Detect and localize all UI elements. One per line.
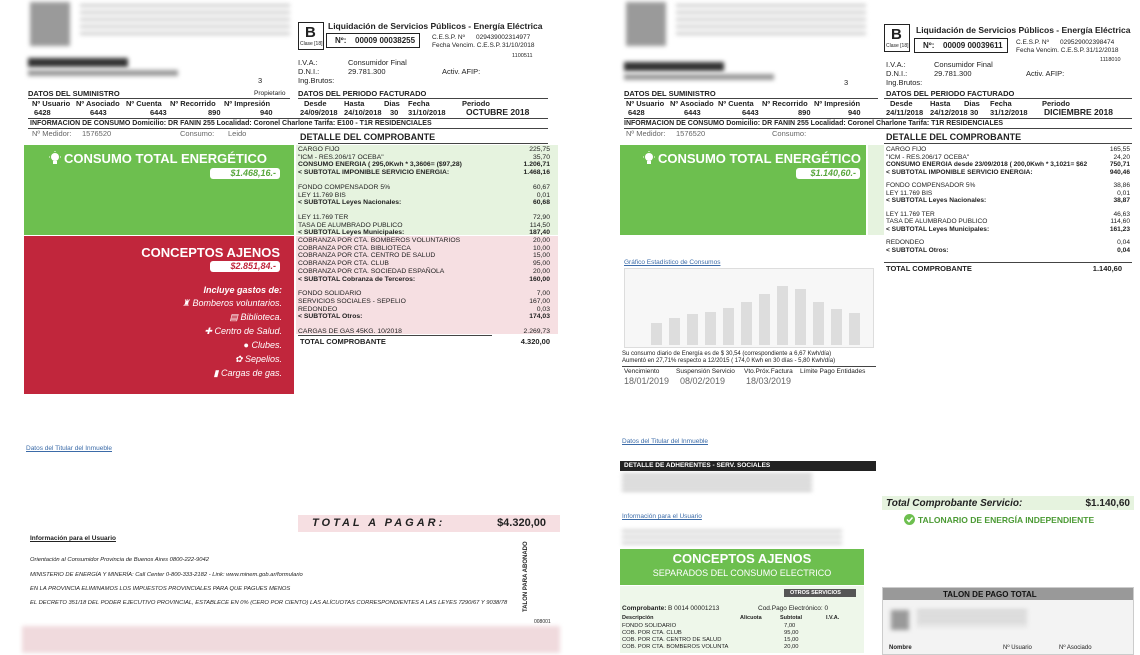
iva-label: I.V.A.:: [298, 58, 318, 67]
detail-row-label: < SUBTOTAL Cobranza de Terceros:: [298, 275, 416, 283]
total-to-pay-value: $4.320,00: [497, 517, 546, 529]
iva-value: Consumidor Final: [348, 58, 407, 67]
detail-row-value: 940,46: [1109, 168, 1130, 176]
dni-label: D.N.I.:: [886, 69, 908, 78]
period-header-0: Desde: [304, 99, 327, 108]
number-box: [914, 38, 1008, 53]
detail-row-value: 1.468,16: [523, 169, 550, 177]
bill-number: 00009 00038255: [355, 36, 416, 45]
total-comprobante-label: TOTAL COMPROBANTE: [300, 337, 386, 346]
ball-icon: ●: [243, 340, 252, 350]
number-label: Nº:: [923, 41, 935, 50]
detail-row-label: < SUBTOTAL Leyes Nacionales:: [298, 199, 402, 207]
period-header-4: Periodo: [1042, 99, 1070, 108]
supply-header-3: Nº Recorrido: [170, 99, 216, 108]
service-total-label: Total Comprobante Servicio:: [886, 498, 1023, 509]
supply-value-0: 6428: [34, 108, 51, 117]
doc-class: Clase [18]: [886, 43, 909, 49]
detail-row-label: COBRANZA POR CTA. BOMBEROS VOLUNTARIOS: [298, 237, 461, 244]
consumption-title: CONSUMO TOTAL ENERGÉTICO: [658, 151, 861, 166]
expense-label: Sepelios.: [244, 354, 282, 364]
daily-consumption-line: Su consumo diario de Energía es de $ 30,54 (correspondiente a 6,67 Kwh/día): [622, 351, 832, 357]
period-value-0: 24/09/2018: [300, 108, 338, 117]
ingbrutos-label: Ing.Brutos:: [298, 76, 335, 85]
detail-row-label: "ICM - RES.206/17 OCEBA": [886, 153, 970, 161]
payment-stub-text: [917, 610, 1027, 626]
detail-row-value: 161,23: [1109, 225, 1130, 233]
expense-library: [229, 312, 282, 323]
check-circle-icon: [904, 514, 915, 525]
detail-row-value: 46,63: [1113, 210, 1130, 218]
total-comprobante-rule: [298, 335, 492, 336]
consumption-amount: $1.468,16.-: [210, 168, 280, 179]
table-row-label: COB. POR CTA. CENTRO DE SALUD: [622, 637, 722, 643]
table-row-value: 15,00: [784, 637, 799, 643]
company-header: [676, 4, 866, 38]
supply-value-2: 6443: [742, 108, 759, 117]
payment-stub-user: Nº Usuario: [1003, 645, 1032, 651]
service-total-bar: [882, 496, 1134, 510]
period-value-3: 31/12/2018: [990, 108, 1028, 117]
client-name: RODRIGUEZ ALBERTO: [624, 61, 724, 71]
company-logo: [30, 2, 70, 46]
external-concepts-title: CONCEPTOS AJENOS: [141, 245, 280, 260]
total-comprobante-label: TOTAL COMPROBANTE: [886, 264, 972, 273]
external-concepts-subtitle: SEPARADOS DEL CONSUMO ELECTRICO: [652, 568, 832, 578]
period-header-1: Hasta: [930, 99, 951, 108]
doc-letter: B: [891, 26, 902, 43]
detail-row-value: 15,00: [532, 252, 550, 260]
detail-row-value: 160,00: [529, 275, 550, 283]
external-concepts-table: [620, 586, 864, 653]
detail-row-label: < SUBTOTAL Otros:: [886, 246, 949, 254]
venc-label: Fecha Vencim. C.E.S.P.: [1016, 47, 1085, 54]
detail-title: DETALLE DEL COMPROBANTE: [300, 132, 436, 142]
consumption-amount: $1.140,60.-: [796, 168, 860, 179]
afip-label: Activ. AFIP:: [1026, 69, 1065, 78]
payment-stub: [882, 587, 1134, 655]
period-header-1: Hasta: [344, 99, 365, 108]
detail-row-value: 167,00: [529, 297, 550, 305]
detail-row-label: COBRANZA POR CTA. SOCIEDAD ESPAÑOLA: [298, 267, 445, 275]
meter-value: 1576520: [82, 129, 112, 138]
independent-energy-label: TALONARIO DE ENERGÍA INDEPENDIENTE: [918, 515, 1095, 525]
period-header-0: Desde: [890, 99, 913, 108]
payment-stub-associate: Nº Asociado: [1059, 645, 1092, 651]
expense-clubs: [244, 340, 282, 350]
meter-label: Nº Medidor:: [32, 129, 72, 138]
includes-label: Incluye gastos de:: [203, 285, 282, 295]
other-services-bar: [784, 589, 856, 597]
meter-label: Nº Medidor:: [626, 129, 666, 138]
supply-role: Propietario: [254, 90, 286, 97]
period-value-4: DICIEMBRE 2018: [1044, 107, 1113, 117]
detail-row-label: SERVICIOS SOCIALES - SEPELIO: [298, 297, 406, 305]
detail-row-label: CARGO FIJO: [298, 146, 340, 153]
payment-stub-header: [883, 588, 1133, 600]
detail-row-label: REDONDEO: [886, 239, 925, 246]
venc-value-0: 18/01/2019: [624, 376, 670, 386]
supply-value-1: 6443: [90, 108, 107, 117]
supply-header-2: Nº Cuenta: [718, 99, 754, 108]
table-row-label: COB. POR CTA. CLUB: [622, 630, 682, 636]
expense-firefighters: [182, 298, 282, 309]
chart-bar: [669, 318, 680, 345]
venc-value-1: 08/02/2019: [680, 376, 726, 386]
chart-bar: [705, 312, 716, 345]
detail-row-value: 20,00: [532, 267, 550, 275]
detail-row-value: 38,86: [1113, 182, 1130, 189]
payment-code: Cod.Pago Electrónico: 0: [758, 605, 829, 612]
total-comprobante-value: 1.140,60: [1092, 264, 1122, 273]
detail-row-label: < SUBTOTAL Leyes Nacionales:: [886, 197, 987, 204]
hospital-icon: ✚: [204, 326, 215, 336]
expense-health: [204, 326, 282, 337]
chart-bar: [831, 309, 842, 345]
detail-row-label: LEY 11.769 BIS: [886, 189, 933, 197]
client-number: 3: [258, 76, 263, 85]
consumo-label: Consumo:: [180, 129, 215, 138]
detail-row-value: 0,04: [1117, 239, 1130, 246]
external-concepts-header: [620, 549, 864, 585]
supply-header-0: Nº Usuario: [626, 99, 665, 108]
dni-value: 29.781.300: [348, 67, 386, 76]
doc-title: Liquidación de Servicios Públicos - Energía Eléctrica: [328, 21, 543, 31]
period-value-4: OCTUBRE 2018: [466, 107, 530, 117]
detail-row-value: 0,01: [536, 191, 550, 199]
detail-row-label: < SUBTOTAL IMPONIBLE SERVICIO ENERGIA:: [298, 169, 450, 177]
detail-row-label: LEY 11.769 TER: [886, 210, 935, 218]
owner-data-label: Datos del Titular del Inmueble: [622, 438, 708, 445]
chart-bar: [687, 314, 698, 345]
bill-code: 1118010: [1100, 57, 1121, 63]
period-value-1: 24/12/2018: [930, 108, 968, 117]
supply-value-4: 940: [260, 108, 273, 117]
consumption-info-line: INFORMACION DE CONSUMO Domicilio: DR FANIN 255 Localidad: Coronel Charlone Tarifa: E100 - T1R RESIDENCIALES: [30, 120, 432, 127]
afip-label: Activ. AFIP:: [442, 67, 481, 76]
table-header-1: Alicuota: [740, 615, 762, 621]
supply-value-2: 6443: [150, 108, 167, 117]
table-header-2: Subtotal: [780, 615, 802, 621]
detail-row-label: < SUBTOTAL Leyes Municipales:: [886, 225, 990, 233]
table-row-label: FONDO SOLIDARIO: [622, 623, 677, 629]
voucher-value: B 0014 00001213: [668, 605, 720, 612]
detail-row-label: < SUBTOTAL Leyes Municipales:: [298, 229, 405, 237]
period-value-2: 30: [970, 108, 979, 117]
period-header-4: Periodo: [462, 99, 490, 108]
period-value-0: 24/11/2018: [886, 108, 924, 117]
detail-row-label: TASA DE ALUMBRADO PUBLICO: [886, 218, 988, 225]
detail-row-value: 20,00: [532, 237, 550, 244]
venc-header-1: Suspensión Servicio: [676, 368, 735, 375]
expense-label: Biblioteca.: [240, 312, 282, 322]
user-info-title: Información para el Usuario: [622, 513, 702, 520]
venc-value-2: 18/03/2019: [746, 376, 792, 386]
doc-type-box: [884, 24, 910, 52]
chart-bar: [723, 308, 734, 345]
chart-title: Gráfico Estadístico de Consumos: [624, 259, 721, 266]
supply-header-4: Nº Impresión: [224, 99, 271, 108]
table-row-value: 7,00: [784, 623, 796, 629]
supply-value-3: 890: [798, 108, 811, 117]
user-info-lines: [622, 530, 842, 546]
detail-row-value: 2.269,73: [523, 328, 550, 335]
detail-row-value: 165,55: [1109, 146, 1130, 153]
adherents-title: DETALLE DE ADHERENTES - SERV. SOCIALES: [624, 462, 771, 469]
detail-title: DETALLE DEL COMPROBANTE: [886, 132, 1022, 142]
expense-funeral: [235, 354, 282, 365]
detail-row-value: 35,70: [532, 153, 550, 161]
iva-value: Consumidor Final: [934, 60, 993, 69]
detail-row-value: 750,71: [1109, 161, 1130, 168]
flower-icon: ✿: [234, 354, 245, 364]
bill-code: 1100511: [512, 53, 533, 59]
number-box: [326, 33, 420, 48]
detail-row-label: CARGAS DE GAS 45KG. 10/2018: [298, 328, 402, 335]
detail-row-value: 24,20: [1113, 153, 1130, 161]
table-row-label: COB. POR CTA. BOMBEROS VOLUNTA: [622, 644, 729, 650]
expense-label: Cargas de gas.: [220, 368, 282, 378]
user-info-line-3: EL DECRETO 351/18 DEL PODER EJECUTIVO PROVINCIAL, ESTABLECE EN 0% (CERO POR CIENTO) LAS ALÍCUOTAS CORRESPONDIENTES A LAS LEYES 7290/67 Y 9038/78: [30, 600, 508, 606]
expense-label: Clubes.: [251, 340, 282, 350]
venc-header-2: Vto.Próx.Factura: [744, 368, 793, 375]
bill-december: [618, 0, 1136, 653]
chart-bar: [849, 313, 860, 345]
meter-value: 1576520: [676, 129, 706, 138]
user-info-line-2: EN LA PROVINCIA ELIMINAMOS LOS IMPUESTOS PROVINCIALES PARA QUE PAGUES MENOS: [30, 586, 291, 592]
consumption-panel: [24, 145, 294, 235]
period-header-3: Fecha: [408, 99, 430, 108]
venc-header-3: Límite Pago Entidades: [800, 368, 866, 375]
detail-row-value: 174,03: [529, 313, 550, 321]
detail-row-value: 0,04: [1117, 246, 1130, 254]
payment-stub-logo: [891, 610, 909, 630]
consumption-info-line: INFORMACION DE CONSUMO Domicilio: DR FANIN 255 Localidad: Coronel Charlone Tarifa: T1R RESIDENCIALES: [624, 120, 1004, 127]
expense-gas: [214, 368, 283, 379]
total-to-pay-label: TOTAL A PAGAR:: [312, 517, 446, 529]
detail-row-label: COBRANZA POR CTA. CENTRO DE SALUD: [298, 252, 436, 260]
table-header-0: Descripción: [622, 615, 654, 621]
external-concepts-title: CONCEPTOS AJENOS: [672, 551, 812, 566]
detail-row-label: CONSUMO ENERGIA ( 295,0Kwh * 3,3606= ($97,28): [298, 161, 462, 169]
detail-row-label: FONDO SOLIDARIO: [298, 290, 362, 298]
bill-october: [22, 0, 562, 653]
supply-header-1: Nº Asociado: [670, 99, 714, 108]
supply-header-3: Nº Recorrido: [762, 99, 808, 108]
detail-row-label: LEY 11.769 TER: [298, 213, 349, 221]
detail-row-value: 114,60: [1110, 218, 1130, 225]
user-info-title: Información para el Usuario: [30, 535, 116, 542]
client-address: [624, 74, 774, 80]
supply-header-0: Nº Usuario: [32, 99, 71, 108]
increase-line: Aumentó en 27,71% respecto a 12/2015 ( 174,0 Kwh en 30 días - 5,80 Kwh/día): [622, 358, 836, 364]
voucher-label: Comprobante:: [622, 605, 667, 612]
table-row-value: 95,00: [784, 630, 799, 636]
detail-row-label: < SUBTOTAL Otros:: [298, 313, 363, 321]
chart-bar: [813, 302, 824, 345]
total-comprobante-rule: [884, 262, 1132, 263]
chart-bar: [759, 294, 770, 345]
external-concepts-amount: $2.851,84.-: [210, 261, 280, 272]
cesp-label: C.E.S.P. Nº: [432, 34, 465, 41]
payment-stub-title: TALON DE PAGO TOTAL: [943, 590, 1037, 599]
detail-row-value: 225,75: [529, 146, 550, 153]
detail-row-value: 114,50: [529, 221, 550, 229]
cesp-label: C.E.S.P. Nº: [1016, 39, 1049, 46]
venc-header-0: Vencimiento: [624, 368, 660, 375]
supply-header-1: Nº Asociado: [76, 99, 120, 108]
doc-letter: B: [305, 24, 316, 41]
detail-row-label: COBRANZA POR CTA. CLUB: [298, 260, 389, 268]
expense-label: Centro de Salud.: [214, 326, 282, 336]
detail-row-label: TASA DE ALUMBRADO PUBLICO: [298, 221, 403, 229]
detail-row-value: 1.206,71: [523, 161, 550, 169]
chart-bar: [741, 302, 752, 345]
venc-value: 31/12/2018: [1086, 47, 1119, 54]
period-value-2: 30: [390, 108, 399, 117]
supply-value-1: 6443: [684, 108, 701, 117]
detail-row-value: 60,67: [532, 183, 550, 191]
adherents-rows: [622, 474, 812, 492]
total-comprobante-value: 4.320,00: [520, 337, 550, 346]
table-row-value: 20,00: [784, 644, 799, 650]
detail-green-area: [868, 145, 884, 235]
consumo-label: Consumo:: [772, 129, 807, 138]
number-label: Nº:: [335, 36, 347, 45]
detail-row-label: FONDO COMPENSADOR 5%: [886, 182, 976, 189]
period-title: DATOS DEL PERIODO FACTURADO: [298, 89, 427, 98]
user-info-line-1: MINISTERIO DE ENERGÍA Y MINERÍA: Call Center 0-800-333-2182 - Link: www.minem.gob.ar/formulario: [30, 572, 303, 578]
ingbrutos-label: Ing.Brutos:: [886, 78, 923, 87]
period-header-2: Dias: [384, 99, 400, 108]
venc-value: 31/10/2018: [502, 42, 535, 49]
adherents-bar: [620, 461, 876, 471]
consumo-value: Leido: [228, 129, 247, 138]
detail-row-value: 60,68: [532, 199, 550, 207]
bill-number: 00009 00039611: [943, 41, 1003, 50]
detail-row-label: CONSUMO ENERGIA desde 23/09/2018 ( 200,0Kwh * 3,1021= $62: [886, 161, 1088, 168]
detail-row-value: 0,01: [1117, 189, 1130, 197]
cesp-value: 029529002398474: [1060, 39, 1115, 46]
detail-row-value: 72,90: [532, 213, 550, 221]
period-value-1: 24/10/2018: [344, 108, 382, 117]
detail-row-label: LEY 11.769 BIS: [298, 191, 346, 199]
detail-row-label: CARGO FIJO: [886, 146, 927, 153]
bottom-blurred-stub: [22, 626, 560, 653]
lightbulb-icon: [642, 151, 656, 167]
chart-bar: [795, 289, 806, 345]
expense-label: Bomberos voluntarios.: [192, 298, 282, 308]
table-header-3: I.V.A.: [826, 615, 840, 621]
detail-row-value: 7,00: [536, 290, 550, 298]
supply-title: DATOS DEL SUMINISTRO: [624, 89, 716, 98]
dni-value: 29.781.300: [934, 69, 972, 78]
service-total-value: $1.140,60: [1085, 498, 1130, 509]
consumption-panel: [620, 145, 866, 235]
firefighter-icon: ♜: [181, 298, 193, 308]
company-header: [80, 4, 290, 38]
supply-title: DATOS DEL SUMINISTRO: [28, 89, 120, 98]
detail-row-value: 38,87: [1113, 197, 1130, 204]
chart-bar: [777, 286, 788, 345]
client-address: [28, 70, 178, 76]
owner-data-label: Datos del Titular del Inmueble: [26, 445, 112, 452]
supply-value-0: 6428: [628, 108, 645, 117]
other-services-label: OTROS SERVICIOS: [790, 590, 841, 596]
detail-row-label: FONDO COMPENSADOR 5%: [298, 183, 391, 191]
client-name: RODRIGUEZ ALBERTO: [28, 57, 128, 67]
consumption-title: CONSUMO TOTAL ENERGÉTICO: [64, 151, 267, 166]
detail-row-value: 95,00: [532, 260, 550, 268]
detail-row-label: "ICM - RES.206/17 OCEBA": [298, 153, 384, 161]
detail-row-label: < SUBTOTAL IMPONIBLE SERVICIO ENERGIA:: [886, 168, 1033, 176]
doc-class: Clase [18]: [300, 41, 323, 47]
supply-value-3: 890: [208, 108, 221, 117]
payment-stub-name: Nombre: [889, 645, 912, 651]
cesp-value: 029439002314977: [476, 34, 531, 41]
talon-label: TALON PARA ABONADO: [523, 541, 529, 612]
user-info-line-0: Orientación al Consumidor Provincia de Buenos Aires 0800-222-9042: [30, 557, 209, 563]
detail-row-label: COBRANZA POR CTA. BIBLIOTECA: [298, 244, 411, 252]
doc-title: Liquidación de Servicios Públicos - Energía Eléctrica: [916, 25, 1131, 35]
book-icon: ▤: [229, 312, 241, 322]
detail-row-value: 187,40: [529, 229, 550, 237]
lightbulb-icon: [48, 151, 62, 167]
detail-rule: [298, 143, 548, 144]
bill-code-2: 008001: [534, 619, 551, 625]
period-header-3: Fecha: [990, 99, 1012, 108]
iva-label: I.V.A.:: [886, 60, 906, 69]
dni-label: D.N.I.:: [298, 67, 320, 76]
period-header-2: Dias: [964, 99, 980, 108]
supply-header-2: Nº Cuenta: [126, 99, 162, 108]
supply-value-4: 940: [848, 108, 861, 117]
detail-rule: [884, 143, 1132, 144]
detail-row-value: 10,00: [532, 244, 550, 252]
company-logo: [626, 2, 666, 46]
venc-label: Fecha Vencim. C.E.S.P.: [432, 42, 501, 49]
supply-header-4: Nº Impresión: [814, 99, 861, 108]
total-to-pay-bar: [298, 515, 560, 532]
doc-type-box: [298, 22, 324, 50]
detail-row-label: REDONDEO: [298, 305, 338, 313]
client-number: 3: [844, 78, 849, 87]
chart-bar: [651, 323, 662, 345]
period-title: DATOS DEL PERIODO FACTURADO: [886, 89, 1015, 98]
period-value-3: 31/10/2018: [408, 108, 446, 117]
external-concepts-panel: [24, 236, 294, 394]
consumption-chart: [624, 268, 874, 348]
gas-cylinder-icon: ▮: [213, 368, 221, 378]
detail-row-value: 0,03: [536, 305, 550, 313]
